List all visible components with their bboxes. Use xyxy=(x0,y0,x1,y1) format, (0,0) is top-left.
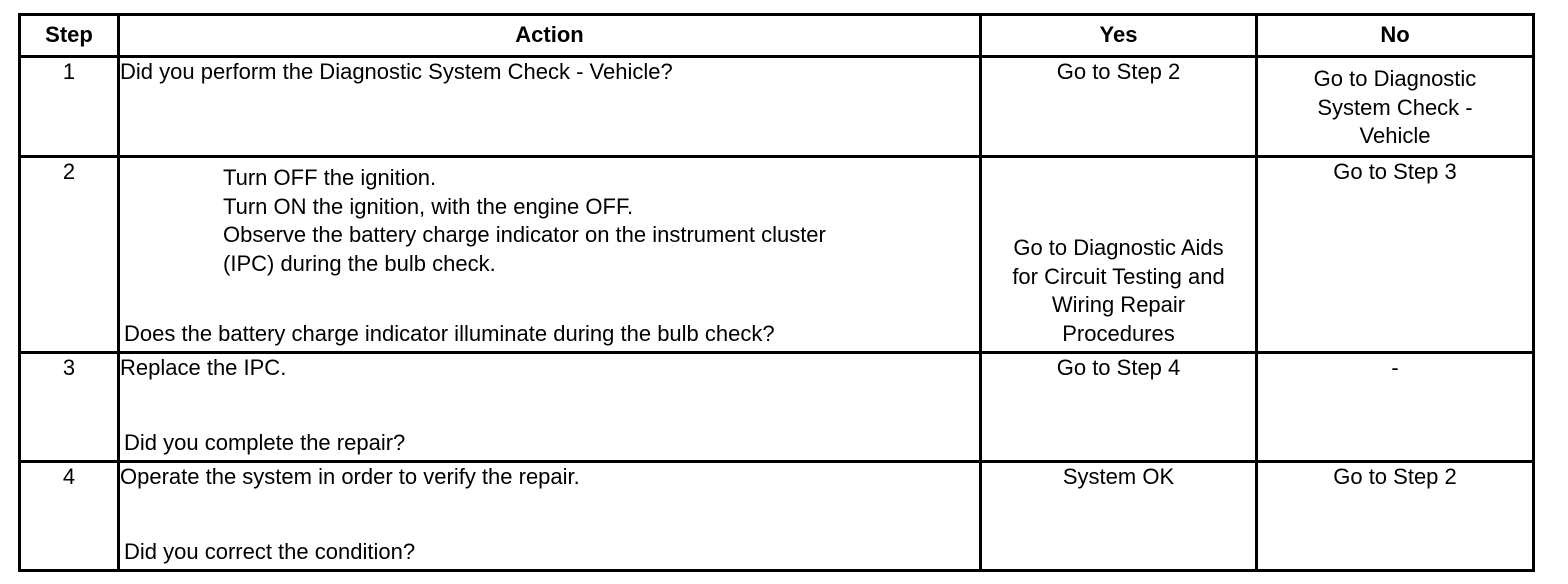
action-question: Did you complete the repair? xyxy=(124,429,406,455)
action-text: Observe the battery charge indicator on the instrument cluster xyxy=(223,222,826,247)
action-text: Turn OFF the ignition. xyxy=(223,165,437,190)
no-text: Go to Step 2 xyxy=(1333,464,1457,489)
table-row xyxy=(20,353,1534,462)
table-row xyxy=(20,157,1534,353)
action-cell xyxy=(119,462,981,571)
action-cell xyxy=(119,353,981,462)
step-number: 1 xyxy=(20,57,119,157)
table-row xyxy=(20,462,1534,571)
action-question: Did you correct the condition? xyxy=(124,538,416,564)
no-cell xyxy=(1257,157,1534,353)
action-text: Turn ON the ignition, with the engine OFF. xyxy=(223,193,634,219)
yes-text: Go to Step 4 xyxy=(1056,355,1181,380)
step-number: 2 xyxy=(20,157,119,353)
no-cell xyxy=(1257,57,1534,157)
no-text: System Check - xyxy=(1317,94,1473,120)
action-question: Does the battery charge indicator illuminate during the bulb check? xyxy=(124,320,775,346)
step-number: 3 xyxy=(20,353,119,462)
yes-cell xyxy=(981,462,1257,571)
yes-cell xyxy=(981,57,1257,157)
no-text: Vehicle xyxy=(1359,123,1431,148)
header-no: No xyxy=(1257,15,1534,57)
action-text: Operate the system in order to verify the repair. xyxy=(120,464,580,489)
action-text: (IPC) during the bulb check. xyxy=(223,250,496,276)
yes-text: System OK xyxy=(1062,464,1175,489)
action-cell xyxy=(119,57,981,157)
action-steps-list xyxy=(120,164,979,278)
yes-text: Go to Diagnostic Aids xyxy=(1013,235,1224,260)
action-cell xyxy=(119,157,981,353)
yes-text: Go to Step 2 xyxy=(1056,59,1181,84)
action-text: Replace the IPC. xyxy=(120,355,287,380)
header-step: Step xyxy=(20,15,119,57)
step-number: 4 xyxy=(20,462,119,571)
yes-cell xyxy=(981,353,1257,462)
no-text: Go to Step 3 xyxy=(1333,159,1457,184)
no-cell xyxy=(1257,353,1534,462)
yes-text: Wiring Repair xyxy=(1051,292,1186,317)
no-cell xyxy=(1257,462,1534,571)
action-text: Did you perform the Diagnostic System Check - Vehicle? xyxy=(120,59,673,84)
diagnostic-table xyxy=(18,13,1535,572)
no-text: - xyxy=(1391,355,1399,380)
header-row xyxy=(20,15,1534,57)
no-text: Go to Diagnostic xyxy=(1313,66,1477,91)
table-row xyxy=(20,57,1534,157)
yes-cell xyxy=(981,157,1257,353)
header-yes: Yes xyxy=(981,15,1257,57)
header-action: Action xyxy=(119,15,981,57)
yes-text: for Circuit Testing and xyxy=(1012,263,1225,289)
yes-text: Procedures xyxy=(1062,320,1175,346)
